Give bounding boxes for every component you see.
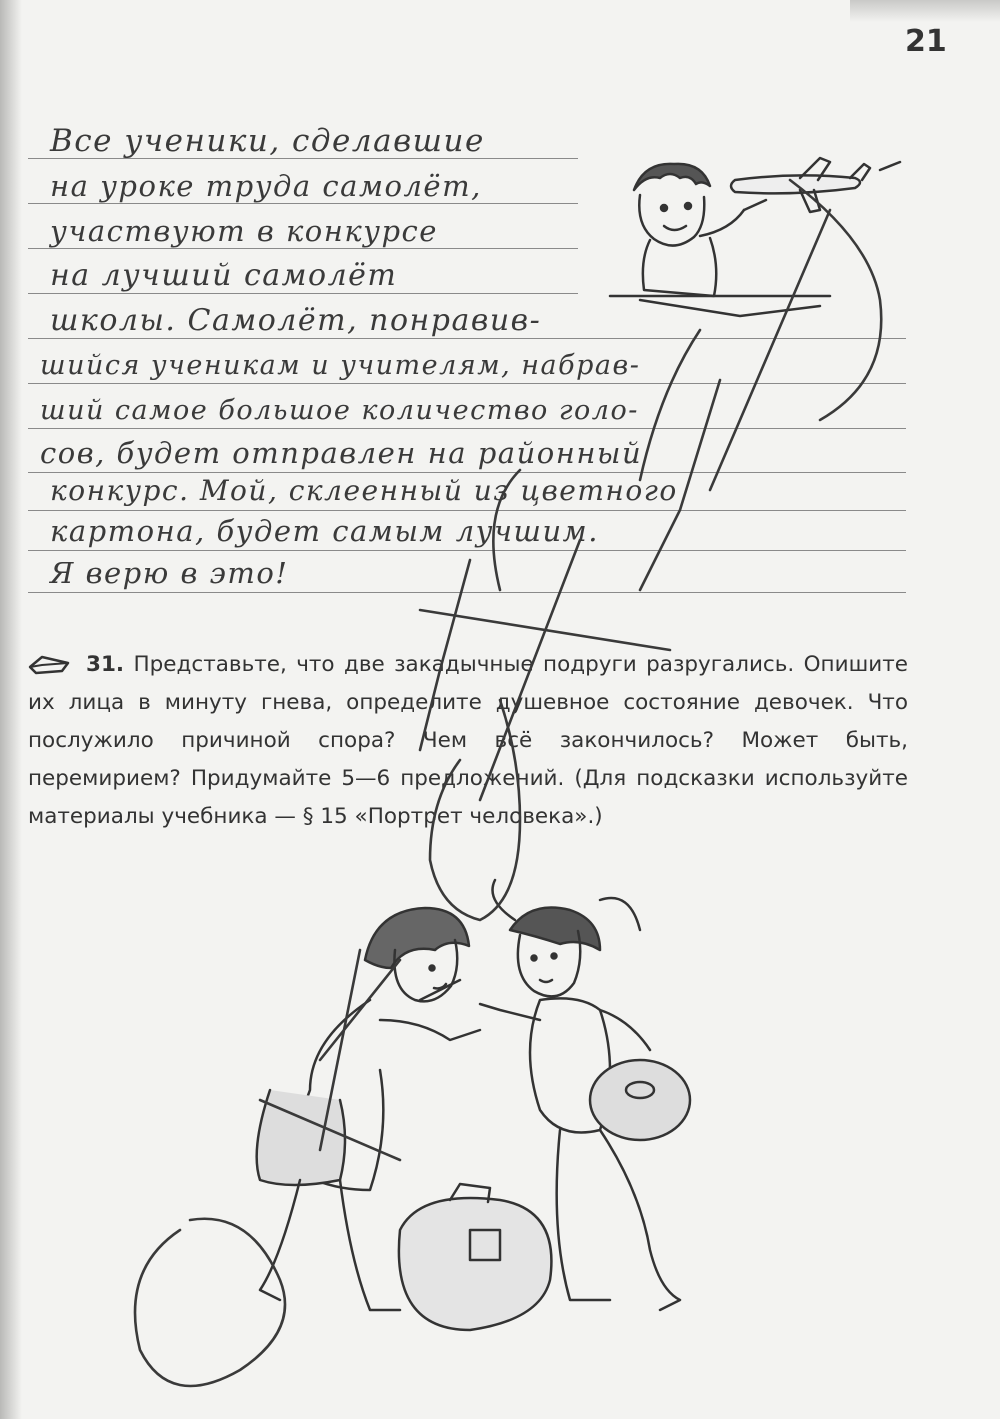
handwritten-line: ший самое большое количество голо-: [40, 395, 639, 426]
exercise-number: 31.: [86, 652, 125, 677]
handwritten-line: сов, будет отправлен на районный: [40, 436, 643, 470]
pencil-icon: [28, 653, 72, 677]
handwritten-line: школы. Самолёт, понравив-: [50, 303, 542, 338]
handwritten-line: на уроке труда самолёт,: [50, 169, 482, 203]
handwritten-line: картона, будет самым лучшим.: [50, 514, 599, 548]
handwritten-line: конкурс. Мой, склеенный из цветного: [50, 474, 678, 507]
handwritten-line: Все ученики, сделавшие: [50, 123, 485, 159]
page-corner-shadow: [850, 0, 1000, 22]
handwritten-line: участвуют в конкурсе: [50, 214, 438, 248]
page-edge-shadow: [0, 0, 22, 1419]
handwritten-line: на лучший самолёт: [50, 258, 398, 293]
page-number: 21: [905, 24, 947, 59]
exercise-text: Представьте, что две закадычные подруги разругались. Опишите их лица в минуту гнева, определите душевное состояние девочек. Что послужило причиной спора? Чем всё закончилось? Может быть, перемирием? Придумайте 5—6 предложений. (Для подсказки используйте материалы учебника — § 15 «Портрет человека».): [28, 652, 908, 829]
handwritten-line: шийся ученикам и учителям, набрав-: [40, 350, 641, 381]
handwritten-line: Я верю в это!: [50, 556, 289, 590]
exercise-31: [28, 646, 908, 836]
